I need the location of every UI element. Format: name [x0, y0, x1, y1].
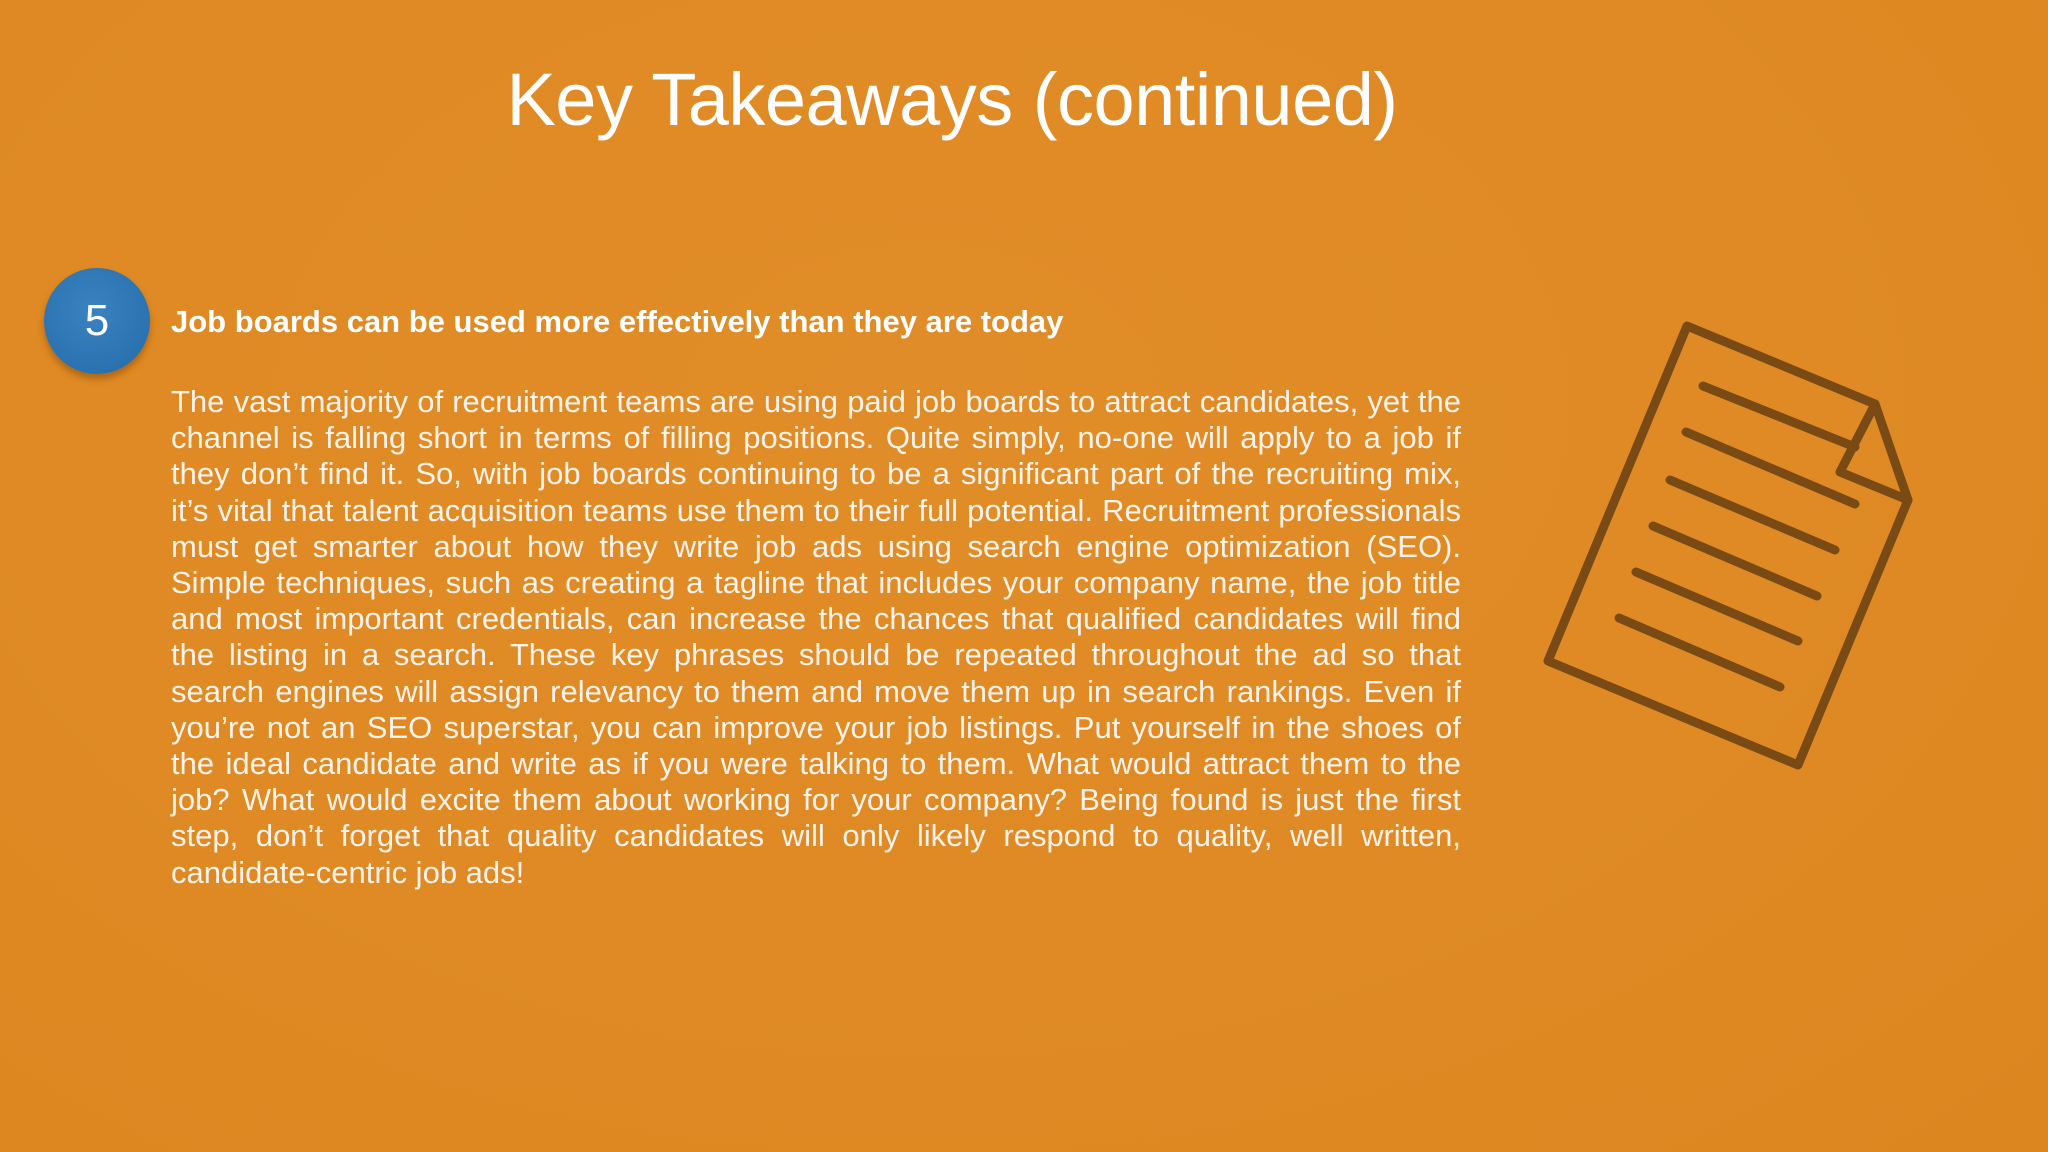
slide-title: Key Takeaways (continued) [506, 58, 1398, 141]
takeaway-number-badge: 5 [44, 268, 150, 374]
takeaway-body-text: The vast majority of recruitment teams are using paid job boards to attract candidates, yet the channel is falling short in terms of filling positions. Quite simply, no-one will apply to a job if they don’t find it. So, with job boards continuing to be a significant part of the recruiting mix, it’s vital that talent acquisition teams use them to their full potential. Recruitment professionals must get smarter about how they write job ads using search engine optimization (SEO). Simple techniques, such as creating a tagline that includes your company name, the job title and most important credentials, can increase the chances that qualified candidates will find the listing in a search. These key phrases should be repeated throughout the ad so that search engines will assign relevancy to them and move them up in search rankings. Even if you’re not an SEO superstar, you can improve your job listings. Put yourself in the shoes of the ideal candidate and write as if you were talking to them. What would attract them to the job? What would excite them about working for your company? Being found is just the first step, don’t forget that quality candidates will only likely respond to quality, well written, candidate-centric job ads! [171, 384, 1461, 890]
takeaway-heading: Job boards can be used more effectively than they are today [171, 304, 1064, 339]
document-icon [1530, 310, 1930, 780]
